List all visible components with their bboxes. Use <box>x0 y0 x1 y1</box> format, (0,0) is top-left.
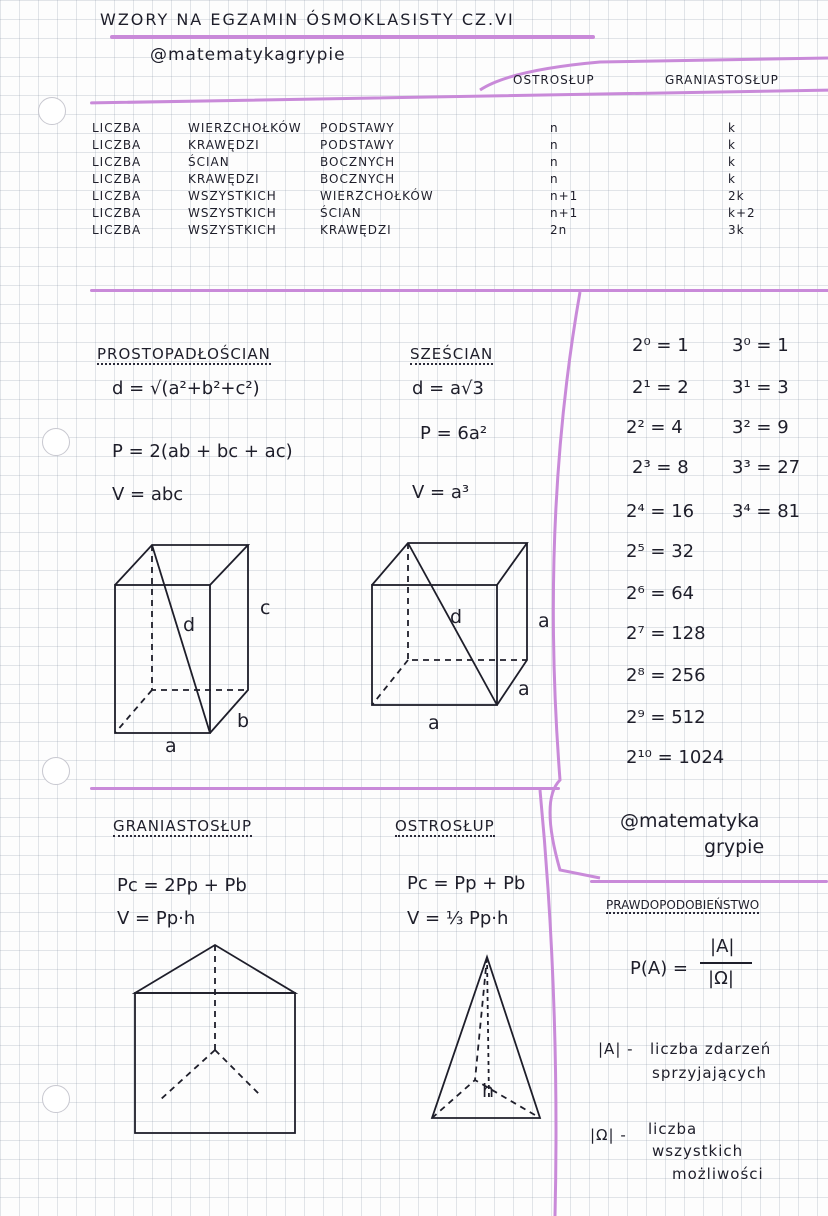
def-a-symbol: |A| - <box>598 1040 634 1058</box>
cuboid-sketch <box>115 545 248 733</box>
table-col-pyramid <box>550 120 578 239</box>
handle-2-line2: grypie <box>704 836 765 858</box>
table-cell: BOCZNYCH <box>320 172 396 186</box>
table-cell: k+2 <box>728 206 756 220</box>
table-col-prism <box>728 120 756 239</box>
table-cell: LICZBA <box>92 138 142 152</box>
cube-diagonal: d = a√3 <box>412 378 484 399</box>
table-cell: ŚCIAN <box>320 206 362 220</box>
prism-heading: GRANIASTOSŁUP <box>113 817 253 835</box>
pyramid-label-h: h <box>482 1080 495 1102</box>
power-item: 2³ = 8 <box>632 457 689 478</box>
power-item: 2² = 4 <box>626 417 683 438</box>
table-cell: WSZYSTKICH <box>188 223 277 237</box>
cube-area: P = 6a² <box>420 423 488 444</box>
table-cell: 2k <box>728 189 745 203</box>
cuboid-label-d: d <box>183 614 196 636</box>
probability-numerator: |A| <box>710 936 735 957</box>
cuboid-label-a: a <box>165 735 177 757</box>
probability-lhs: P(A) = <box>630 958 689 979</box>
cuboid-diagonal: d = √(a²+b²+c²) <box>112 378 260 399</box>
cuboid-heading: PROSTOPADŁOŚCIAN <box>97 345 271 363</box>
power-item: 2⁶ = 64 <box>626 583 695 604</box>
table-cell: KRAWĘDZI <box>320 223 392 237</box>
table-cell: PODSTAWY <box>320 121 395 135</box>
power-item: 3³ = 27 <box>732 457 801 478</box>
table-header-pyramid: OSTROSŁUP <box>513 73 595 87</box>
cube-heading: SZEŚCIAN <box>410 345 494 363</box>
table-cell: LICZBA <box>92 121 142 135</box>
table-cell: LICZBA <box>92 172 142 186</box>
pyramid-volume: V = ⅓ Pp·h <box>407 908 509 929</box>
table-cell: n+1 <box>550 206 579 220</box>
fraction-bar <box>700 962 752 964</box>
table-cell: BOCZNYCH <box>320 155 396 169</box>
def-omega-line2: wszystkich <box>652 1142 744 1160</box>
table-cell: k <box>728 155 736 169</box>
table-cell: KRAWĘDZI <box>188 172 260 186</box>
table-cell: WIERZCHOŁKÓW <box>188 121 302 135</box>
page-title: WZORY NA EGZAMIN ÓSMOKLASISTY CZ.VI <box>100 10 515 29</box>
handle-2-line1: @matematyka <box>620 810 760 832</box>
pyramid-area: Pc = Pp + Pb <box>407 873 526 894</box>
prism-sketch <box>135 945 295 1133</box>
table-cell: 2n <box>550 223 568 237</box>
table-header-prism: GRANIASTOSŁUP <box>665 73 779 87</box>
table-cell: k <box>728 172 736 186</box>
cube-volume: V = a³ <box>412 482 470 503</box>
table-cell: WSZYSTKICH <box>188 189 277 203</box>
cube-label-a-side: a <box>518 678 530 700</box>
handle: @matematykagrypie <box>150 45 346 65</box>
prism-area: Pc = 2Pp + Pb <box>117 875 247 896</box>
cube-label-d: d <box>450 606 463 628</box>
probability-heading: PRAWDOPODOBIEŃSTWO <box>606 898 760 912</box>
def-omega-symbol: |Ω| - <box>590 1126 627 1144</box>
table-cell: WIERZCHOŁKÓW <box>320 189 434 203</box>
cuboid-area: P = 2(ab + bc + ac) <box>112 441 293 462</box>
power-item: 3¹ = 3 <box>732 377 789 398</box>
cube-label-a-height: a <box>538 610 550 632</box>
power-item: 2⁰ = 1 <box>632 335 689 356</box>
table-cell: LICZBA <box>92 223 142 237</box>
def-omega-line1: liczba <box>648 1120 698 1138</box>
table-cell: k <box>728 138 736 152</box>
power-item: 3² = 9 <box>732 417 789 438</box>
table-cell: n+1 <box>550 189 579 203</box>
table-col-desc2 <box>320 120 434 239</box>
table-cell: n <box>550 172 559 186</box>
table-col-lead <box>92 120 141 239</box>
table-col-desc1 <box>188 120 302 239</box>
def-omega-line3: możliwości <box>672 1165 764 1183</box>
power-item: 2⁸ = 256 <box>626 665 706 686</box>
power-item: 2⁴ = 16 <box>626 501 695 522</box>
table-cell: ŚCIAN <box>188 155 230 169</box>
table-cell: KRAWĘDZI <box>188 138 260 152</box>
table-cell: LICZBA <box>92 155 142 169</box>
table-cell: PODSTAWY <box>320 138 395 152</box>
power-item: 2¹ = 2 <box>632 377 689 398</box>
cuboid-label-b: b <box>237 710 250 732</box>
power-item: 3⁰ = 1 <box>732 335 789 356</box>
cuboid-label-c: c <box>260 597 271 619</box>
table-cell: LICZBA <box>92 189 142 203</box>
table-cell: n <box>550 138 559 152</box>
table-cell: k <box>728 121 736 135</box>
power-item: 2⁹ = 512 <box>626 707 706 728</box>
table-cell: 3k <box>728 223 745 237</box>
cube-label-a: a <box>428 712 440 734</box>
prism-volume: V = Pp·h <box>117 908 196 929</box>
cuboid-volume: V = abc <box>112 484 184 505</box>
def-a-line1: liczba zdarzeń <box>650 1040 772 1058</box>
power-item: 3⁴ = 81 <box>732 501 801 522</box>
probability-denominator: |Ω| <box>708 968 734 989</box>
table-cell: WSZYSTKICH <box>188 206 277 220</box>
def-a-line2: sprzyjających <box>652 1064 767 1082</box>
table-cell: LICZBA <box>92 206 142 220</box>
power-item: 2⁵ = 32 <box>626 541 695 562</box>
table-cell: n <box>550 155 559 169</box>
power-item: 2¹⁰ = 1024 <box>626 747 725 768</box>
table-cell: n <box>550 121 559 135</box>
pyramid-heading: OSTROSŁUP <box>395 817 495 835</box>
power-item: 2⁷ = 128 <box>626 623 706 644</box>
